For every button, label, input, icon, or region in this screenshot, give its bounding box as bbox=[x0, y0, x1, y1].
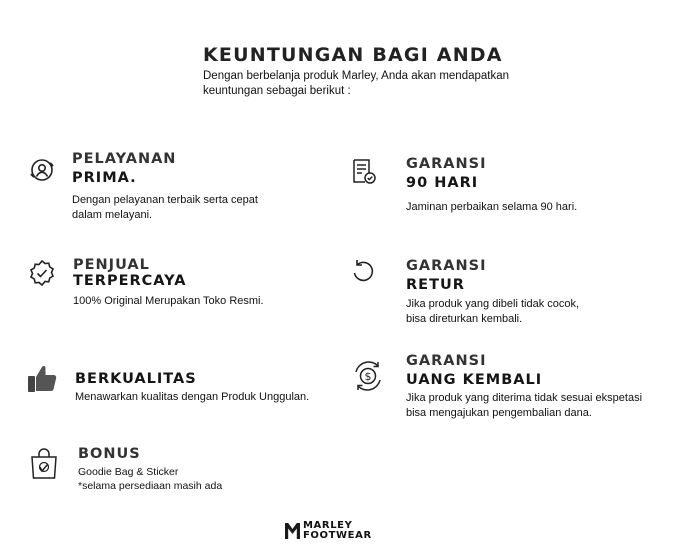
service-person-icon bbox=[27, 155, 57, 185]
benefit-penjual-terpercaya bbox=[73, 256, 323, 309]
benefit-description: Menawarkan kualitas dengan Produk Unggulan. bbox=[75, 391, 310, 403]
benefit-description: Jika produk yang dibeli tidak cocok, bisa direturkan kembali. bbox=[406, 298, 580, 325]
benefit-title: GARANSI bbox=[406, 156, 487, 172]
benefit-berkualitas bbox=[75, 370, 355, 405]
benefit-title: PELAYANAN bbox=[72, 151, 177, 167]
benefit-subtitle: TERPERCAYA bbox=[73, 273, 187, 289]
benefit-title: BERKUALITAS bbox=[75, 371, 197, 387]
benefit-subtitle: PRIMA. bbox=[72, 170, 137, 186]
benefit-bonus bbox=[78, 445, 328, 493]
benefit-garansi-uang-kembali bbox=[406, 352, 696, 421]
benefit-title: GARANSI bbox=[406, 258, 487, 274]
benefit-subtitle: RETUR bbox=[406, 277, 465, 293]
marley-footwear-logo bbox=[284, 521, 372, 541]
intro-text: Dengan berbelanja produk Marley, Anda akan mendapatkan keuntungan sebagai berikut : bbox=[203, 70, 510, 97]
benefit-description: Dengan pelayanan terbaik serta cepat dalam melayani. bbox=[72, 194, 258, 221]
benefit-title: GARANSI bbox=[406, 353, 487, 369]
money-back-icon bbox=[351, 360, 385, 392]
benefit-title: PENJUAL bbox=[73, 257, 150, 273]
certificate-icon bbox=[349, 157, 379, 187]
page-title: KEUNTUNGAN BAGI ANDA bbox=[203, 44, 503, 66]
benefit-description: Goodie Bag & Sticker *selama persediaan masih ada bbox=[78, 466, 223, 492]
benefit-garansi-90-hari bbox=[406, 155, 676, 215]
shopping-bag-icon bbox=[29, 448, 59, 480]
svg-text:$: $ bbox=[364, 370, 372, 383]
benefit-garansi-retur bbox=[406, 257, 676, 327]
benefit-pelayanan-prima bbox=[72, 150, 322, 223]
marley-logo-icon bbox=[284, 521, 301, 541]
benefit-title: BONUS bbox=[78, 446, 141, 462]
benefit-description: Jaminan perbaikan selama 90 hari. bbox=[406, 201, 578, 213]
logo-line-1: MARLEY bbox=[303, 520, 353, 531]
thumbs-up-icon bbox=[26, 362, 58, 394]
benefit-description: 100% Original Merupakan Toko Resmi. bbox=[73, 295, 264, 307]
benefit-subtitle: 90 HARI bbox=[406, 175, 479, 191]
verified-badge-icon bbox=[27, 258, 57, 288]
benefit-subtitle: UANG KEMBALI bbox=[406, 372, 543, 388]
return-arrow-icon bbox=[349, 256, 379, 286]
benefit-description: Jika produk yang diterima tidak sesuai ekspetasi bisa mengajukan pengembalian dana. bbox=[406, 392, 643, 419]
logo-line-2: FOOTWEAR bbox=[303, 530, 372, 541]
